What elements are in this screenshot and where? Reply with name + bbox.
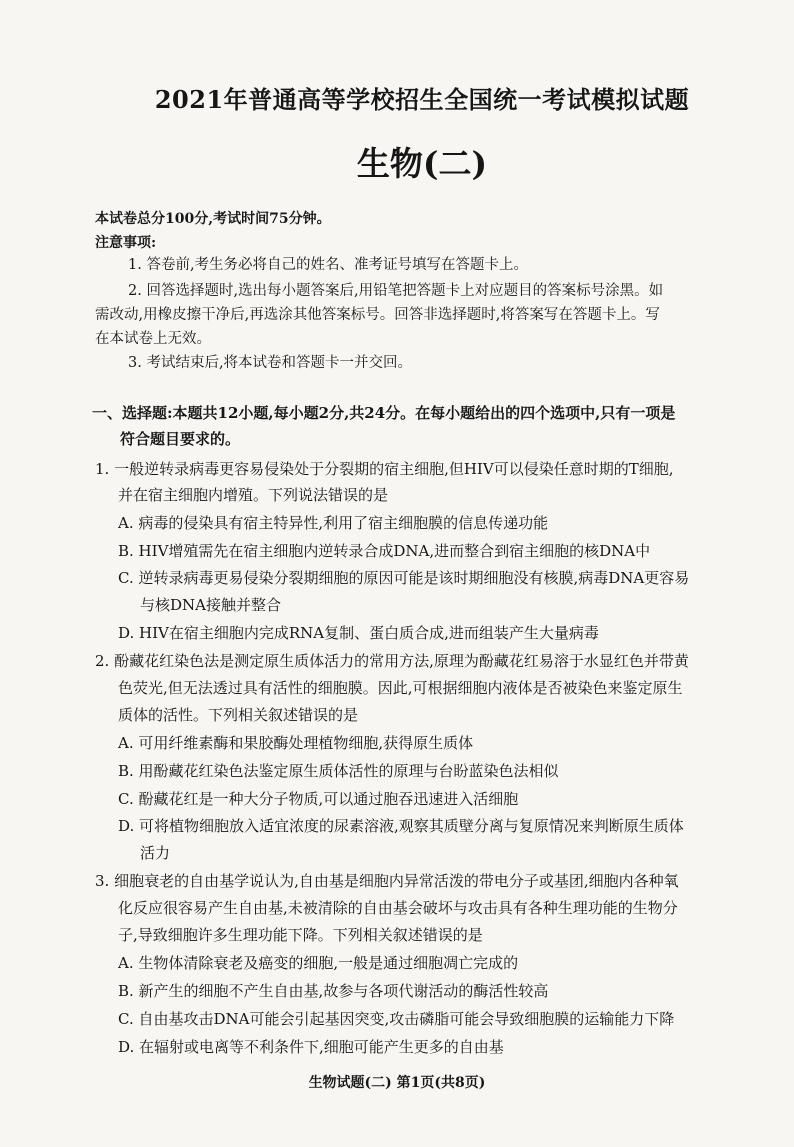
question-3-stem-line-2: 化反应很容易产生自由基,未被清除的自由基会破坏与攻击具有各种生理功能的生物分 xyxy=(118,899,678,917)
note-2-line-3: 在本试卷上无效。 xyxy=(95,331,211,347)
question-2-option-c: C. 酚藏花红是一种大分子物质,可以通过胞吞迅速进入活细胞 xyxy=(118,790,519,808)
note-3: 3. 考试结束后,将本试卷和答题卡一并交回。 xyxy=(128,355,413,371)
question-2-option-d-line-2: 活力 xyxy=(140,844,171,862)
question-3-stem-line-1: 3. 细胞衰老的自由基学说认为,自由基是细胞内异常活泼的带电分子或基团,细胞内各种氧 xyxy=(95,872,679,890)
question-2-stem-line-2: 色荧光,但无法透过具有活性的细胞膜。因此,可根据细胞内液体是否被染色来鉴定原生 xyxy=(118,679,683,697)
question-1-option-a: A. 病毒的侵染具有宿主特异性,利用了宿主细胞膜的信息传递功能 xyxy=(118,514,549,532)
question-1-stem-line-1: 1. 一般逆转录病毒更容易侵染处于分裂期的宿主细胞,但HIV可以侵染任意时期的T细胞, xyxy=(95,460,674,478)
question-2-option-a: A. 可用纤维素酶和果胶酶处理植物细胞,获得原生质体 xyxy=(118,734,474,752)
question-3-option-a: A. 生物体清除衰老及癌变的细胞,一般是通过细胞凋亡完成的 xyxy=(118,954,519,972)
question-1-stem-line-2: 并在宿主细胞内增殖。下列说法错误的是 xyxy=(118,486,389,504)
section-heading-line-1: 一、选择题:本题共12小题,每小题2分,共24分。在每小题给出的四个选项中,只有一项是 xyxy=(92,404,676,422)
score-time-info: 本试卷总分100分,考试时间75分钟。 xyxy=(95,211,331,227)
note-1: 1. 答卷前,考生务必将自己的姓名、准考证号填写在答题卡上。 xyxy=(128,257,529,273)
subject-title: 生物(二) xyxy=(356,144,488,183)
note-2-line-1: 2. 回答选择题时,选出每小题答案后,用铅笔把答题卡上对应题目的答案标号涂黑。如 xyxy=(128,283,664,299)
question-1-option-d: D. HIV在宿主细胞内完成RNA复制、蛋白质合成,进而组装产生大量病毒 xyxy=(118,624,599,642)
question-2-stem-line-1: 2. 酚藏花红染色法是测定原生质体活力的常用方法,原理为酚藏花红易溶于水显红色并带黄 xyxy=(95,652,689,670)
note-2-line-2: 需改动,用橡皮擦干净后,再选涂其他答案标号。回答非选择题时,将答案写在答题卡上。写 xyxy=(95,307,660,323)
question-2-option-b: B. 用酚藏花红染色法鉴定原生质体活性的原理与台盼蓝染色法相似 xyxy=(118,762,559,780)
page-footer: 生物试题(二) 第1页(共8页) xyxy=(308,1075,486,1091)
exam-title: 2021年普通高等学校招生全国统一考试模拟试题 xyxy=(154,85,690,114)
question-3-option-c: C. 自由基攻击DNA可能会引起基因突变,攻击磷脂可能会导致细胞膜的运输能力下降 xyxy=(118,1010,675,1028)
question-1-option-c-line-2: 与核DNA接触并整合 xyxy=(140,596,281,614)
question-1-option-b: B. HIV增殖需先在宿主细胞内逆转录合成DNA,进而整合到宿主细胞的核DNA中 xyxy=(118,542,651,560)
question-2-stem-line-3: 质体的活性。下列相关叙述错误的是 xyxy=(118,706,359,724)
notes-heading: 注意事项: xyxy=(95,235,157,251)
question-3-stem-line-3: 子,导致细胞许多生理功能下降。下列相关叙述错误的是 xyxy=(118,926,483,944)
question-3-option-b: B. 新产生的细胞不产生自由基,故参与各项代谢活动的酶活性较高 xyxy=(118,982,549,1000)
question-1-option-c-line-1: C. 逆转录病毒更易侵染分裂期细胞的原因可能是该时期细胞没有核膜,病毒DNA更容易 xyxy=(118,569,690,587)
question-2-option-d-line-1: D. 可将植物细胞放入适宜浓度的尿素溶液,观察其质壁分离与复原情况来判断原生质体 xyxy=(118,817,684,835)
question-3-option-d: D. 在辐射或电离等不利条件下,细胞可能产生更多的自由基 xyxy=(118,1038,504,1056)
section-heading-line-2: 符合题目要求的。 xyxy=(120,430,241,448)
